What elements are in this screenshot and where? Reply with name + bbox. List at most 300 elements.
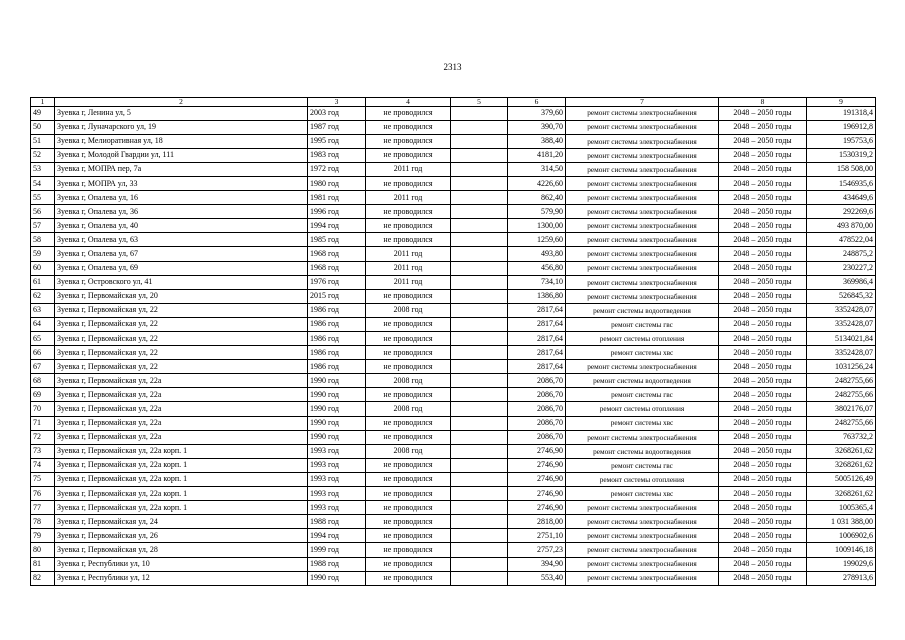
last-repair-year: не проводился (366, 416, 451, 430)
period: 2048 – 2050 годы (719, 571, 807, 585)
empty-cell (451, 332, 508, 346)
address: Зуевка г, Опалева ул, 63 (55, 233, 308, 247)
empty-cell (451, 205, 508, 219)
empty-cell (451, 402, 508, 416)
cost: 3352428,07 (807, 317, 876, 331)
empty-cell (451, 346, 508, 360)
row-index: 50 (31, 120, 55, 134)
area: 579,90 (508, 205, 566, 219)
area: 2746,90 (508, 458, 566, 472)
address: Зуевка г, Первомайская ул, 22а корп. 1 (55, 472, 308, 486)
period: 2048 – 2050 годы (719, 162, 807, 176)
last-repair-year: 2011 год (366, 247, 451, 261)
area: 2818,00 (508, 515, 566, 529)
address: Зуевка г, Первомайская ул, 28 (55, 543, 308, 557)
repair-type: ремонт системы электроснабжения (566, 529, 719, 543)
empty-cell (451, 219, 508, 233)
cost: 3268261,62 (807, 458, 876, 472)
built-year: 1987 год (308, 120, 366, 134)
table-row (31, 529, 876, 543)
repair-type: ремонт системы электроснабжения (566, 233, 719, 247)
address: Зуевка г, Первомайская ул, 22а (55, 402, 308, 416)
row-index: 70 (31, 402, 55, 416)
area: 1300,00 (508, 219, 566, 233)
address: Зуевка г, Опалева ул, 40 (55, 219, 308, 233)
row-index: 56 (31, 205, 55, 219)
area: 2757,23 (508, 543, 566, 557)
last-repair-year: не проводился (366, 543, 451, 557)
table-row (31, 303, 876, 317)
row-index: 73 (31, 444, 55, 458)
address: Зуевка г, Республики ул, 12 (55, 571, 308, 585)
cost: 3352428,07 (807, 346, 876, 360)
area: 2746,90 (508, 444, 566, 458)
row-index: 52 (31, 148, 55, 162)
address: Зуевка г, Первомайская ул, 26 (55, 529, 308, 543)
last-repair-year: 2011 год (366, 261, 451, 275)
cost: 434649,6 (807, 191, 876, 205)
empty-cell (451, 529, 508, 543)
row-index: 81 (31, 557, 55, 571)
area: 456,80 (508, 261, 566, 275)
repair-type: ремонт системы электроснабжения (566, 261, 719, 275)
cost: 278913,6 (807, 571, 876, 585)
cost: 248875,2 (807, 247, 876, 261)
period: 2048 – 2050 годы (719, 289, 807, 303)
last-repair-year: не проводился (366, 148, 451, 162)
last-repair-year: не проводился (366, 134, 451, 148)
area: 553,40 (508, 571, 566, 585)
empty-cell (451, 571, 508, 585)
last-repair-year: не проводился (366, 487, 451, 501)
cost: 5005126,49 (807, 472, 876, 486)
row-index: 66 (31, 346, 55, 360)
repair-type: ремонт системы электроснабжения (566, 191, 719, 205)
table-row (31, 289, 876, 303)
row-index: 54 (31, 176, 55, 190)
period: 2048 – 2050 годы (719, 303, 807, 317)
table-row (31, 247, 876, 261)
table-body (31, 98, 876, 586)
table-row (31, 134, 876, 148)
cost: 763732,2 (807, 430, 876, 444)
repair-type: ремонт системы водоотведения (566, 303, 719, 317)
cost: 3802176,07 (807, 402, 876, 416)
row-index: 58 (31, 233, 55, 247)
column-number: 3 (308, 98, 366, 107)
row-index: 82 (31, 571, 55, 585)
repair-type: ремонт системы электроснабжения (566, 275, 719, 289)
built-year: 1993 год (308, 501, 366, 515)
cost: 3268261,62 (807, 444, 876, 458)
period: 2048 – 2050 годы (719, 360, 807, 374)
last-repair-year: 2008 год (366, 374, 451, 388)
row-index: 59 (31, 247, 55, 261)
address: Зуевка г, Опалева ул, 67 (55, 247, 308, 261)
cost: 526845,32 (807, 289, 876, 303)
empty-cell (451, 148, 508, 162)
area: 394,90 (508, 557, 566, 571)
cost: 2482755,66 (807, 374, 876, 388)
area: 2746,90 (508, 472, 566, 486)
row-index: 63 (31, 303, 55, 317)
last-repair-year: не проводился (366, 388, 451, 402)
row-index: 74 (31, 458, 55, 472)
built-year: 1994 год (308, 529, 366, 543)
row-index: 76 (31, 487, 55, 501)
table-row (31, 317, 876, 331)
row-index: 62 (31, 289, 55, 303)
empty-cell (451, 515, 508, 529)
period: 2048 – 2050 годы (719, 134, 807, 148)
table-row (31, 360, 876, 374)
table-row (31, 402, 876, 416)
repair-type: ремонт системы электроснабжения (566, 360, 719, 374)
row-index: 78 (31, 515, 55, 529)
column-number: 1 (31, 98, 55, 107)
last-repair-year: 2008 год (366, 444, 451, 458)
period: 2048 – 2050 годы (719, 120, 807, 134)
column-number: 7 (566, 98, 719, 107)
repair-type: ремонт системы отопления (566, 402, 719, 416)
area: 2086,70 (508, 374, 566, 388)
cost: 292269,6 (807, 205, 876, 219)
last-repair-year: не проводился (366, 515, 451, 529)
repair-type: ремонт системы электроснабжения (566, 134, 719, 148)
address: Зуевка г, Первомайская ул, 20 (55, 289, 308, 303)
last-repair-year: не проводился (366, 317, 451, 331)
cost: 369986,4 (807, 275, 876, 289)
repair-type: ремонт системы электроснабжения (566, 557, 719, 571)
row-index: 64 (31, 317, 55, 331)
last-repair-year: не проводился (366, 557, 451, 571)
built-year: 1972 год (308, 162, 366, 176)
row-index: 51 (31, 134, 55, 148)
empty-cell (451, 487, 508, 501)
area: 2817,64 (508, 360, 566, 374)
last-repair-year: не проводился (366, 106, 451, 120)
column-number: 8 (719, 98, 807, 107)
cost: 1009146,18 (807, 543, 876, 557)
last-repair-year: не проводился (366, 472, 451, 486)
table-row (31, 346, 876, 360)
table-row (31, 261, 876, 275)
cost: 2482755,66 (807, 388, 876, 402)
housing-repair-table (30, 97, 876, 586)
cost: 1006902,6 (807, 529, 876, 543)
cost: 158 508,00 (807, 162, 876, 176)
address: Зуевка г, Первомайская ул, 22 (55, 332, 308, 346)
built-year: 1976 год (308, 275, 366, 289)
period: 2048 – 2050 годы (719, 430, 807, 444)
period: 2048 – 2050 годы (719, 444, 807, 458)
empty-cell (451, 261, 508, 275)
built-year: 2003 год (308, 106, 366, 120)
period: 2048 – 2050 годы (719, 529, 807, 543)
period: 2048 – 2050 годы (719, 472, 807, 486)
address: Зуевка г, Молодой Гвардии ул, 111 (55, 148, 308, 162)
cost: 1031256,24 (807, 360, 876, 374)
repair-type: ремонт системы электроснабжения (566, 162, 719, 176)
period: 2048 – 2050 годы (719, 233, 807, 247)
built-year: 1990 год (308, 571, 366, 585)
area: 734,10 (508, 275, 566, 289)
cost: 493 870,00 (807, 219, 876, 233)
last-repair-year: не проводился (366, 120, 451, 134)
repair-type: ремонт системы электроснабжения (566, 430, 719, 444)
period: 2048 – 2050 годы (719, 332, 807, 346)
repair-type: ремонт системы электроснабжения (566, 106, 719, 120)
empty-cell (451, 247, 508, 261)
area: 2086,70 (508, 416, 566, 430)
period: 2048 – 2050 годы (719, 148, 807, 162)
last-repair-year: не проводился (366, 332, 451, 346)
period: 2048 – 2050 годы (719, 416, 807, 430)
area: 1386,80 (508, 289, 566, 303)
last-repair-year: не проводился (366, 346, 451, 360)
address: Зуевка г, Первомайская ул, 22 (55, 360, 308, 374)
cost: 1546935,6 (807, 176, 876, 190)
empty-cell (451, 430, 508, 444)
row-index: 57 (31, 219, 55, 233)
empty-cell (451, 120, 508, 134)
repair-type: ремонт системы электроснабжения (566, 219, 719, 233)
row-index: 75 (31, 472, 55, 486)
row-index: 53 (31, 162, 55, 176)
built-year: 1986 год (308, 317, 366, 331)
repair-type: ремонт системы хвс (566, 487, 719, 501)
last-repair-year: не проводился (366, 360, 451, 374)
area: 2817,64 (508, 317, 566, 331)
area: 4226,60 (508, 176, 566, 190)
period: 2048 – 2050 годы (719, 487, 807, 501)
table-row (31, 557, 876, 571)
row-index: 67 (31, 360, 55, 374)
repair-type: ремонт системы отопления (566, 332, 719, 346)
cost: 1 031 388,00 (807, 515, 876, 529)
address: Зуевка г, Первомайская ул, 22 (55, 346, 308, 360)
built-year: 2015 год (308, 289, 366, 303)
table-row (31, 191, 876, 205)
table-row (31, 374, 876, 388)
area: 862,40 (508, 191, 566, 205)
empty-cell (451, 191, 508, 205)
table-row (31, 162, 876, 176)
area: 2817,64 (508, 303, 566, 317)
repair-type: ремонт системы электроснабжения (566, 515, 719, 529)
repair-type: ремонт системы отопления (566, 472, 719, 486)
address: Зуевка г, Республики ул, 10 (55, 557, 308, 571)
table-row (31, 501, 876, 515)
repair-type: ремонт системы электроснабжения (566, 148, 719, 162)
empty-cell (451, 176, 508, 190)
address: Зуевка г, Первомайская ул, 24 (55, 515, 308, 529)
period: 2048 – 2050 годы (719, 191, 807, 205)
repair-type: ремонт системы гвс (566, 388, 719, 402)
row-index: 72 (31, 430, 55, 444)
empty-cell (451, 275, 508, 289)
period: 2048 – 2050 годы (719, 346, 807, 360)
repair-type: ремонт системы водоотведения (566, 374, 719, 388)
built-year: 1993 год (308, 472, 366, 486)
table-row (31, 219, 876, 233)
address: Зуевка г, Первомайская ул, 22 (55, 317, 308, 331)
address: Зуевка г, Первомайская ул, 22а (55, 388, 308, 402)
cost: 195753,6 (807, 134, 876, 148)
table-row (31, 416, 876, 430)
table-row (31, 233, 876, 247)
address: Зуевка г, Первомайская ул, 22 (55, 303, 308, 317)
empty-cell (451, 233, 508, 247)
area: 2751,10 (508, 529, 566, 543)
address: Зуевка г, Опалева ул, 36 (55, 205, 308, 219)
empty-cell (451, 303, 508, 317)
address: Зуевка г, Луначарского ул, 19 (55, 120, 308, 134)
period: 2048 – 2050 годы (719, 501, 807, 515)
area: 379,60 (508, 106, 566, 120)
table-row (31, 487, 876, 501)
area: 388,40 (508, 134, 566, 148)
empty-cell (451, 543, 508, 557)
period: 2048 – 2050 годы (719, 205, 807, 219)
repair-type: ремонт системы электроснабжения (566, 501, 719, 515)
row-index: 65 (31, 332, 55, 346)
repair-type: ремонт системы электроснабжения (566, 205, 719, 219)
built-year: 1981 год (308, 191, 366, 205)
built-year: 1990 год (308, 388, 366, 402)
table-row (31, 148, 876, 162)
built-year: 1986 год (308, 332, 366, 346)
period: 2048 – 2050 годы (719, 261, 807, 275)
built-year: 1990 год (308, 374, 366, 388)
built-year: 1986 год (308, 360, 366, 374)
table-row (31, 120, 876, 134)
empty-cell (451, 374, 508, 388)
area: 2746,90 (508, 501, 566, 515)
row-index: 55 (31, 191, 55, 205)
cost: 199029,6 (807, 557, 876, 571)
column-number: 5 (451, 98, 508, 107)
repair-type: ремонт системы электроснабжения (566, 120, 719, 134)
row-index: 80 (31, 543, 55, 557)
row-index: 69 (31, 388, 55, 402)
built-year: 1980 год (308, 176, 366, 190)
built-year: 1968 год (308, 247, 366, 261)
period: 2048 – 2050 годы (719, 247, 807, 261)
built-year: 1968 год (308, 261, 366, 275)
built-year: 1995 год (308, 134, 366, 148)
cost: 3268261,62 (807, 487, 876, 501)
repair-type: ремонт системы электроснабжения (566, 571, 719, 585)
address: Зуевка г, Мелиоративная ул, 18 (55, 134, 308, 148)
row-index: 77 (31, 501, 55, 515)
address: Зуевка г, Первомайская ул, 22а корп. 1 (55, 458, 308, 472)
last-repair-year: не проводился (366, 571, 451, 585)
last-repair-year: не проводился (366, 529, 451, 543)
address: Зуевка г, Опалева ул, 16 (55, 191, 308, 205)
address: Зуевка г, Первомайская ул, 22а корп. 1 (55, 501, 308, 515)
area: 390,70 (508, 120, 566, 134)
row-index: 79 (31, 529, 55, 543)
built-year: 1993 год (308, 458, 366, 472)
address: Зуевка г, Первомайская ул, 22а корп. 1 (55, 444, 308, 458)
empty-cell (451, 472, 508, 486)
period: 2048 – 2050 годы (719, 106, 807, 120)
empty-cell (451, 557, 508, 571)
cost: 3352428,07 (807, 303, 876, 317)
empty-cell (451, 289, 508, 303)
column-number-row (31, 98, 876, 107)
cost: 2482755,66 (807, 416, 876, 430)
last-repair-year: не проводился (366, 233, 451, 247)
row-index: 71 (31, 416, 55, 430)
empty-cell (451, 501, 508, 515)
repair-type: ремонт системы хвс (566, 416, 719, 430)
table-row (31, 332, 876, 346)
table-row (31, 571, 876, 585)
last-repair-year: не проводился (366, 501, 451, 515)
cost: 196912,8 (807, 120, 876, 134)
last-repair-year: не проводился (366, 205, 451, 219)
period: 2048 – 2050 годы (719, 515, 807, 529)
empty-cell (451, 106, 508, 120)
area: 2746,90 (508, 487, 566, 501)
address: Зуевка г, Первомайская ул, 22а (55, 374, 308, 388)
period: 2048 – 2050 годы (719, 176, 807, 190)
built-year: 1988 год (308, 515, 366, 529)
address: Зуевка г, Островского ул, 41 (55, 275, 308, 289)
cost: 1005365,4 (807, 501, 876, 515)
last-repair-year: не проводился (366, 289, 451, 303)
address: Зуевка г, Опалева ул, 69 (55, 261, 308, 275)
built-year: 1985 год (308, 233, 366, 247)
period: 2048 – 2050 годы (719, 543, 807, 557)
empty-cell (451, 416, 508, 430)
repair-type: ремонт системы электроснабжения (566, 543, 719, 557)
table-row (31, 205, 876, 219)
empty-cell (451, 134, 508, 148)
last-repair-year: не проводился (366, 430, 451, 444)
cost: 191318,4 (807, 106, 876, 120)
address: Зуевка г, Первомайская ул, 22а (55, 430, 308, 444)
repair-type: ремонт системы водоотведения (566, 444, 719, 458)
table-row (31, 275, 876, 289)
empty-cell (451, 458, 508, 472)
row-index: 60 (31, 261, 55, 275)
table-row (31, 515, 876, 529)
period: 2048 – 2050 годы (719, 219, 807, 233)
cost: 230227,2 (807, 261, 876, 275)
table-row (31, 176, 876, 190)
cost: 1530319,2 (807, 148, 876, 162)
column-number: 2 (55, 98, 308, 107)
built-year: 1994 год (308, 219, 366, 233)
table-row (31, 430, 876, 444)
page-number: 2313 (443, 62, 462, 72)
last-repair-year: 2008 год (366, 303, 451, 317)
row-index: 68 (31, 374, 55, 388)
repair-type: ремонт системы гвс (566, 458, 719, 472)
address: Зуевка г, Первомайская ул, 22а (55, 416, 308, 430)
period: 2048 – 2050 годы (719, 275, 807, 289)
cost: 5134021,84 (807, 332, 876, 346)
empty-cell (451, 162, 508, 176)
area: 2817,64 (508, 332, 566, 346)
repair-type: ремонт системы электроснабжения (566, 176, 719, 190)
table-row (31, 106, 876, 120)
area: 1259,60 (508, 233, 566, 247)
period: 2048 – 2050 годы (719, 557, 807, 571)
